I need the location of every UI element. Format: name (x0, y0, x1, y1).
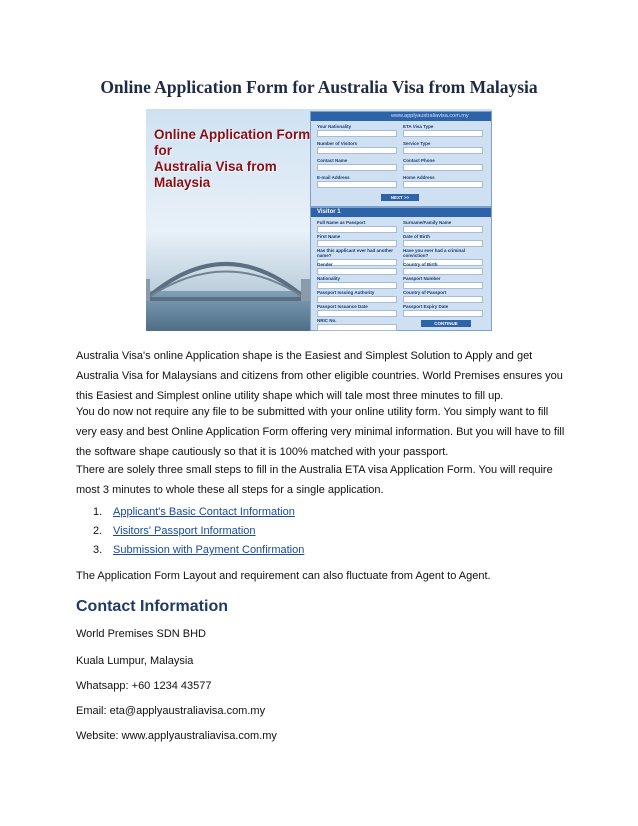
field-label: Nationality (317, 276, 341, 281)
form-field (317, 276, 397, 289)
step-link-passport-info[interactable]: Visitors' Passport Information (113, 525, 256, 537)
next-button: NEXT >> (381, 194, 419, 201)
contact-company: World Premises SDN BHD (76, 628, 206, 640)
step-number: 2. (93, 525, 103, 537)
field-input (317, 130, 397, 137)
form-field (317, 220, 397, 233)
form-field (317, 262, 397, 275)
list-item (76, 522, 304, 541)
step-link-payment[interactable]: Submission with Payment Confirmation (113, 544, 305, 556)
harbour-bridge-graphic (146, 229, 336, 319)
field-label: Home Address (403, 175, 435, 180)
form-field (403, 124, 483, 137)
contact-email: Email: eta@applyaustraliavisa.com.my (76, 705, 266, 717)
field-label: Passport Issuance Date (317, 304, 368, 309)
form-field (403, 290, 483, 303)
field-label: Number of Visitors (317, 141, 358, 146)
field-input (317, 282, 397, 289)
field-label: Country of Passport (403, 290, 447, 295)
field-input (317, 181, 397, 188)
field-input (403, 181, 483, 188)
hero-heading-line1: Online Application Form for (154, 127, 311, 158)
field-input (403, 310, 483, 317)
form-field (317, 124, 397, 137)
form-url: www.applyaustraliavisa.com.my (391, 113, 469, 119)
form-field (317, 158, 397, 171)
step-link-contact-info[interactable]: Applicant's Basic Contact Information (113, 506, 295, 518)
contact-heading: Contact Information (76, 598, 228, 615)
contact-whatsapp: Whatsapp: +60 1234 43577 (76, 680, 212, 692)
field-label: Full Name as Passport (317, 220, 366, 225)
field-label: Your Nationality (317, 124, 352, 129)
field-input (317, 324, 397, 331)
field-label: First Name (317, 234, 341, 239)
contact-website: Website: www.applyaustraliavisa.com.my (76, 730, 277, 742)
step-number: 3. (93, 544, 103, 556)
hero-heading-line2: Australia Visa from Malaysia (154, 159, 277, 190)
field-label: Have you ever had a criminal conviction? (403, 248, 466, 258)
field-label: E-mail Address (317, 175, 350, 180)
form-field (403, 158, 483, 171)
form-field (403, 220, 483, 233)
steps-intro-paragraph: There are solely three small steps to fill in the Australia ETA visa Application Form. You will require most 3 minutes to whole these all steps for a single application. (76, 464, 553, 496)
list-item (76, 541, 304, 560)
field-label: Gender (317, 262, 333, 267)
field-input (403, 226, 483, 233)
passport-form-panel (310, 207, 492, 331)
hero-image (146, 109, 492, 331)
form-field (403, 141, 483, 154)
field-input (317, 310, 397, 317)
field-label: NRIC No. (317, 318, 337, 323)
field-input (317, 147, 397, 154)
field-input (317, 226, 397, 233)
field-label: Passport Number (403, 276, 441, 281)
field-input (403, 268, 483, 275)
form-field (403, 234, 483, 247)
field-input (403, 240, 483, 247)
field-input (403, 164, 483, 171)
layout-note-paragraph: The Application Form Layout and requirement can also fluctuate from Agent to Agent. (76, 570, 491, 582)
form-field (317, 290, 397, 303)
continue-button: CONTINUE (421, 320, 471, 327)
visitor-label: Visitor 1 (317, 209, 341, 215)
form-field (317, 234, 397, 247)
steps-list (76, 503, 304, 560)
form-field (317, 175, 397, 188)
form-field (403, 304, 483, 317)
contact-form-panel (310, 111, 492, 207)
field-label: Date of Birth (403, 234, 430, 239)
intro-paragraph: Australia Visa's online Application shape is the Easiest and Simplest Solution to Apply and get Australia Visa for Malaysians and citizens from other eligible countries. World Premises ensures you this Easiest and Simplest online utility shape which will tale most three minutes to fill up. (76, 350, 563, 402)
field-label: Has this applicant ever had another name? (317, 248, 394, 258)
field-input (403, 296, 483, 303)
field-input (317, 268, 397, 275)
field-label: Contact Phone (403, 158, 435, 163)
form-field (403, 276, 483, 289)
field-label: Country of Birth (403, 262, 438, 267)
field-input (317, 164, 397, 171)
field-input (317, 240, 397, 247)
form-field (317, 318, 397, 331)
form-field (317, 304, 397, 317)
form-field (403, 262, 483, 275)
field-label: ETA Visa Type (403, 124, 434, 129)
page-title: Online Application Form for Australia Visa from Malaysia (100, 77, 538, 97)
field-label: Passport Issuing Authority (317, 290, 375, 295)
contact-location: Kuala Lumpur, Malaysia (76, 655, 194, 667)
field-label: Passport Expiry Date (403, 304, 449, 309)
field-input (403, 130, 483, 137)
field-label: Surname/Family Name (403, 220, 452, 225)
field-input (317, 296, 397, 303)
field-label: Service Type (403, 141, 431, 146)
field-label: Contact Name (317, 158, 348, 163)
step-number: 1. (93, 506, 103, 518)
form-field (317, 141, 397, 154)
field-input (403, 147, 483, 154)
requirements-paragraph: You do now not require any file to be submitted with your online utility form. You simply want to fill very easy and best Online Application Form offering very minimal information. But you will have to fill the software shape cautiously so that it is 100% matched with your passport. (76, 406, 565, 458)
field-input (403, 282, 483, 289)
form-field (403, 175, 483, 188)
hero-heading (154, 127, 314, 191)
list-item (76, 503, 304, 522)
